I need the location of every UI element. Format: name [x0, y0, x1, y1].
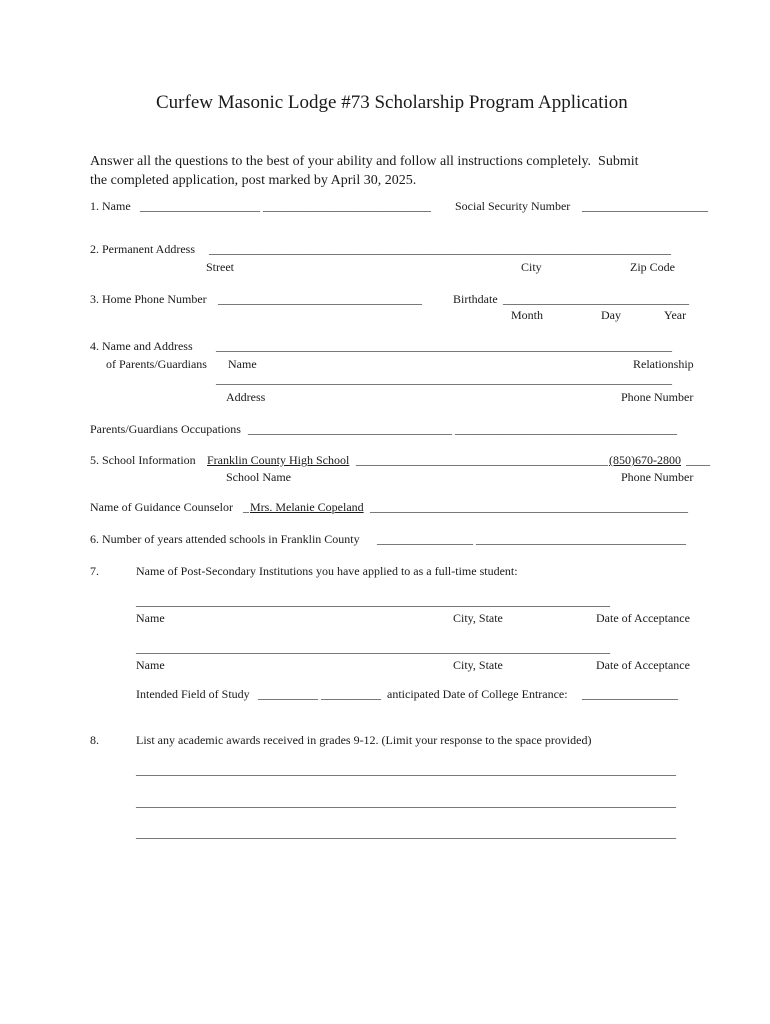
- intro-line-2: the completed application, post marked by April 30, 2025.: [90, 173, 417, 188]
- ssn-field[interactable]: _____________________: [582, 199, 708, 213]
- institution-2-field[interactable]: _______________________________________________________________________________: [136, 641, 610, 655]
- q2-label: 2. Permanent Address: [90, 242, 195, 256]
- counselor-blank[interactable]: _____________________________________________________: [370, 500, 688, 514]
- years-attended-field[interactable]: ________________ ___________________________________: [377, 532, 686, 546]
- occupations-field[interactable]: __________________________________ _____________________________________: [248, 422, 677, 436]
- street-caption: Street: [206, 260, 234, 274]
- institution-1-citystate-caption: City, State: [453, 611, 503, 625]
- ssn-label: Social Security Number: [455, 199, 571, 213]
- school-name-value[interactable]: Franklin County High School: [207, 453, 350, 467]
- guardian-address-caption: Address: [226, 390, 266, 404]
- school-phone-blank[interactable]: ____: [686, 453, 710, 467]
- guardian-address-field[interactable]: ____________________________________________________________________________: [216, 372, 672, 386]
- institution-2-citystate-caption: City, State: [453, 658, 503, 672]
- address-field[interactable]: _____________________________________________________________________________: [209, 242, 671, 256]
- school-phone-value[interactable]: (850)670-2800: [609, 453, 681, 467]
- college-entrance-field[interactable]: ________________: [582, 687, 678, 701]
- q8-number: 8.: [90, 733, 99, 747]
- awards-line-1[interactable]: __________________________________________________________________________________________: [136, 763, 676, 777]
- home-phone-field[interactable]: __________________________________: [218, 292, 422, 306]
- field-of-study-label: Intended Field of Study: [136, 687, 250, 701]
- counselor-prefix: _: [243, 500, 249, 514]
- awards-line-2[interactable]: __________________________________________________________________________________________: [136, 795, 676, 809]
- birthdate-label: Birthdate: [453, 292, 498, 306]
- occupations-label: Parents/Guardians Occupations: [90, 422, 241, 436]
- counselor-value[interactable]: Mrs. Melanie Copeland: [250, 500, 364, 514]
- intro-line-1: Answer all the questions to the best of your ability and follow all instructions completely. Submit: [90, 154, 639, 169]
- institution-1-name-caption: Name: [136, 611, 165, 625]
- month-caption: Month: [511, 308, 544, 322]
- city-caption: City: [521, 260, 542, 274]
- q4-label-line-2: of Parents/Guardians: [106, 357, 207, 371]
- institution-2-date-caption: Date of Acceptance: [596, 658, 690, 672]
- q8-text: List any academic awards received in grades 9-12. (Limit your response to the space provided): [136, 733, 592, 747]
- q3-label: 3. Home Phone Number: [90, 292, 207, 306]
- day-caption: Day: [601, 308, 621, 322]
- page-title: Curfew Masonic Lodge #73 Scholarship Program Application: [156, 92, 628, 113]
- name-field[interactable]: ____________________ ____________________________: [140, 199, 431, 213]
- awards-line-3[interactable]: __________________________________________________________________________________________: [136, 826, 676, 840]
- relationship-caption: Relationship: [633, 357, 694, 371]
- guardian-name-caption: Name: [228, 357, 257, 371]
- institution-1-field[interactable]: _______________________________________________________________________________: [136, 594, 610, 608]
- institution-2-name-caption: Name: [136, 658, 165, 672]
- counselor-label: Name of Guidance Counselor: [90, 500, 233, 514]
- college-entrance-label: anticipated Date of College Entrance:: [387, 687, 568, 701]
- school-phone-caption: Phone Number: [621, 470, 694, 484]
- guardian-name-field[interactable]: ____________________________________________________________________________: [216, 339, 672, 353]
- institution-1-date-caption: Date of Acceptance: [596, 611, 690, 625]
- q1-label: 1. Name: [90, 199, 131, 213]
- q5-label: 5. School Information: [90, 453, 196, 467]
- q6-label: 6. Number of years attended schools in Franklin County: [90, 532, 360, 546]
- zip-caption: Zip Code: [630, 260, 675, 274]
- school-name-caption: School Name: [226, 470, 291, 484]
- q7-number: 7.: [90, 564, 99, 578]
- q7-text: Name of Post-Secondary Institutions you have applied to as a full-time student:: [136, 564, 518, 578]
- school-name-blank[interactable]: __________________________________________: [356, 453, 608, 467]
- birthdate-field[interactable]: _______________________________: [503, 292, 689, 306]
- guardian-phone-caption: Phone Number: [621, 390, 694, 404]
- year-caption: Year: [664, 308, 687, 322]
- field-of-study-field[interactable]: __________ __________: [258, 687, 381, 701]
- q4-label-line-1: 4. Name and Address: [90, 339, 193, 353]
